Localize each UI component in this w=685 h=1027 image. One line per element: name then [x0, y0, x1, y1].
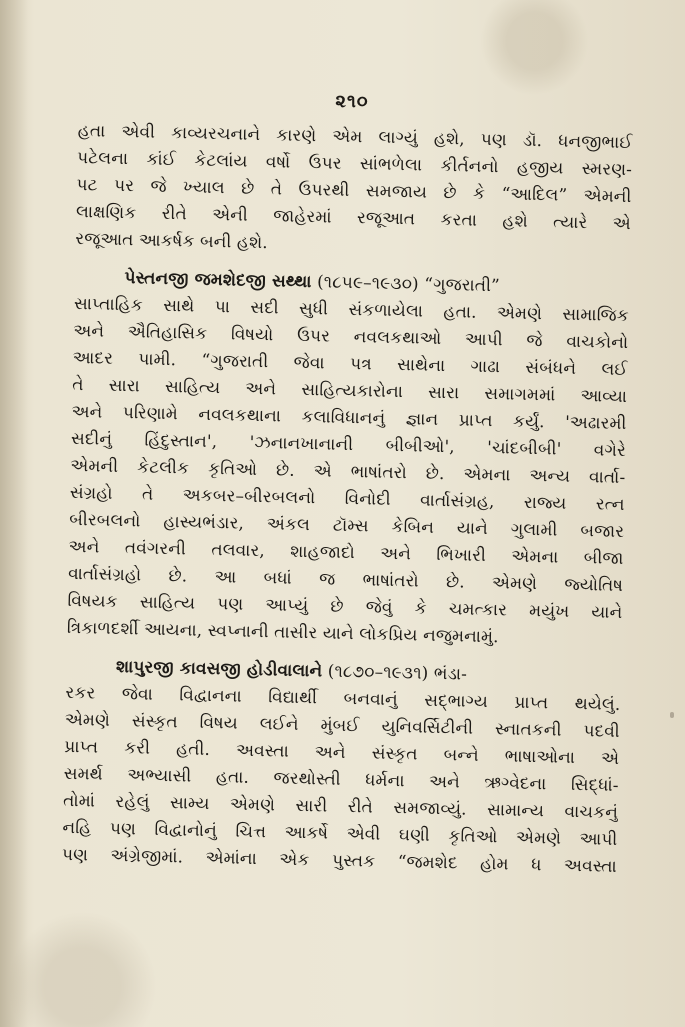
text-line: અને તવંગરની તલવાર, શાહજાદો અને ભિખારી એમના બીજા — [68, 536, 624, 570]
text-line: સંગ્રહો તે અકબર–બીરબલનો વિનોદી વાર્તાસંગ્રહ, રાજ્ય રત્ન — [69, 482, 625, 516]
text-line: પણ અંગ્રેજીમાં. એમાંના એક પુસ્તક “જમશેદ હોમ ધ અવસ્તા — [61, 844, 618, 877]
text-line: રજૂઆત આકર્ષક બની હશે. — [75, 228, 269, 254]
text-line: બીરબલનો હાસ્યભંડાર, અંકલ ટૉમ્સ કેબિન યાને ગુલામી બજાર — [69, 509, 625, 543]
line-remainder: (૧૮૭૦–૧૯૩૧) ભંડા- — [322, 661, 468, 685]
text-line: અને ઐતિહાસિક વિષયો ઉપર નવલકથાઓ આપી જે વાચકોનો — [73, 320, 629, 354]
text-line: વાર્તાસંગ્રહો છે. આ બધાં જ ભાષાંતરો છે. એમણે જ્યોતિષ — [67, 563, 624, 596]
text-line: પટ પર જે ખ્યાલ છે તે ઉપરથી સમજાય છે કે “આદિલ” એમની — [76, 174, 632, 208]
text-line: પટેલના કાંઈ કેટલાંય વર્ષો ઉપર સાંભળેલા કીર્તનનો હજીય સ્મરણ- — [76, 147, 633, 181]
body-text — [61, 118, 633, 877]
person-name: પેસ્તનજી જમશેદજી સથ્થા — [124, 268, 312, 293]
text-line: રકર જેવા વિદ્વાનના વિદ્યાર્થી બનવાનું સદ્ભાગ્ય પ્રાપ્ત થયેલું. — [65, 682, 621, 715]
text-line: એમની કેટલીક કૃતિઓ છે. એ ભાષાંતરો છે. એમના અન્ય વાર્તા- — [70, 455, 626, 489]
text-line: સદીનું હિંદુસ્તાન', 'ઝનાનખાનાની બીબીઓ', 'ચાંદબીબી' વગેરે — [70, 428, 627, 462]
text-line: હતા એવી કાવ્યરચનાને કારણે એમ લાગ્યું હશે, પણ ડૉ. ધનજીભાઈ — [77, 120, 633, 154]
text-line: પ્રાપ્ત કરી હતી. અવસ્તા અને સંસ્કૃત બન્ને ભાષાઓના એ — [64, 736, 620, 769]
text-line: નહિ પણ વિદ્વાનોનું ચિત્ત આકર્ષે એવી ઘણી કૃતિઓ એમણે આપી — [62, 817, 618, 850]
line-remainder: (૧૮૫૯–૧૯૩૦) “ગુજરાતી” — [311, 272, 501, 297]
text-line: સાપ્તાહિક સાથે પા સદી સુધી સંકળાયેલા હતા. એમણે સામાજિક — [73, 293, 630, 327]
text-line: લાક્ષણિક રીતે એની જાહેરમાં રજૂઆત કરતા હશે ત્યારે એ — [75, 201, 632, 235]
text-line: તે સારા સાહિત્ય અને સાહિત્યકારોના સારા સમાગમમાં આવ્યા — [71, 374, 628, 408]
text-line: અને પરિણામે નવલકથાના કલાવિધાનનું જ્ઞાન પ્રાપ્ત કર્યું. 'અઢારમી — [71, 401, 627, 435]
text-line: સમર્થ અભ્યાસી હતા. જરથોસ્તી ધર્મના અને ઋગ્વેદના સિદ્ધાં- — [63, 763, 619, 796]
text-line: આદર પામી. “ગુજરાતી જેવા પત્ર સાથેના ગાઢા સંબંધને લઈ — [72, 347, 628, 381]
text-line: તોમાં રહેલું સામ્ય એમણે સારી રીતે સમજાવ્યું. સામાન્ય વાચકનું — [62, 790, 619, 823]
page-number: ૨૧૦ — [335, 91, 369, 112]
text-line: એમણે સંસ્કૃત વિષય લઈને મુંબઈ યુનિવર્સિટીની સ્નાતકની પદવી — [64, 709, 620, 742]
paper-mark — [670, 712, 674, 718]
person-name: શાપુરજી કાવસજી હોડીવાલાને — [115, 656, 323, 682]
text-line: ત્રિકાળદર્શી આયના, સ્વપ્નાની તાસીર યાને લોકપ્રિય નજુમનામું. — [66, 617, 499, 648]
text-line: વિષયક સાહિત્ય પણ આપ્યું છે જેવું કે ચમત્કાર મયુંખ યાને — [67, 590, 623, 623]
